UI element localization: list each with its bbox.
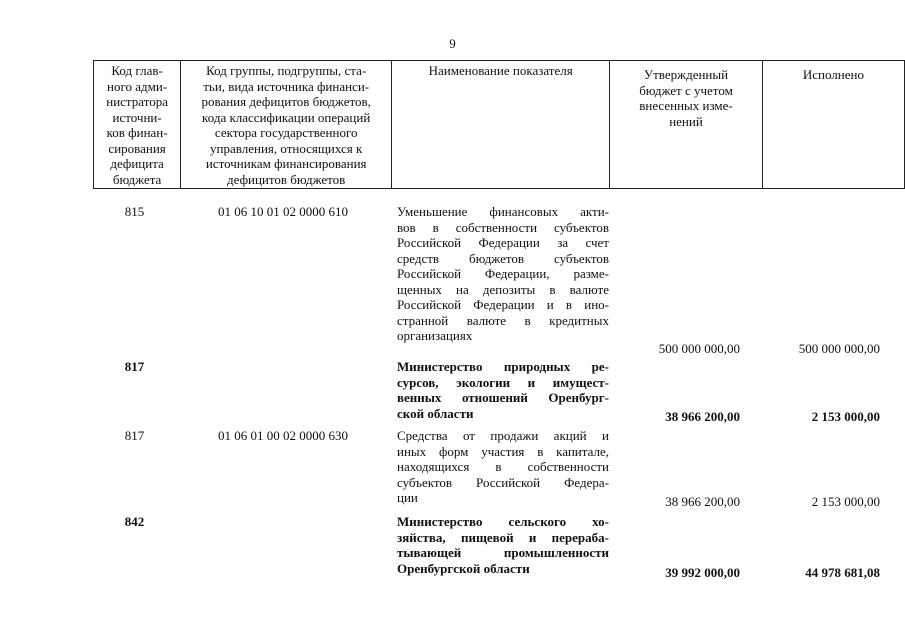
row1-name: Уменьшение финансовых акти- вов в собственности субъектов Российской Федерации за счет средств бюджетов субъектов Российской Федерации, разме- щенных на депозиты в валюте Российской Федерации и в ино- странной валюте в кредитных организациях [397,204,609,343]
row4-approved: 39 992 000,00 [665,565,740,580]
header-admin-code: Код глав- ного адми- нистратора источни- ков финан- сирования дефицита бюджета [94,61,181,189]
header-approved-budget: Утвержденный бюджет с учетом внесенных изме- нений [610,61,763,189]
row4-admin-code: 842 [124,514,145,529]
header-executed: Исполнено [762,61,904,189]
row3-admin-code: 817 [124,428,145,443]
row3-approved: 38 966 200,00 [665,494,740,509]
row3-class-code: 01 06 01 00 02 0000 630 [218,428,348,443]
header-indicator-name: Наименование показателя [392,61,610,189]
row4-executed: 44 978 681,08 [805,565,880,580]
row4-name: Министерство сельского хо- зяйства, пищевой и перераба- тывающей промышленности Оренбургской области [397,514,609,576]
header-classification-code: Код группы, подгруппы, ста- тьи, вида источника финанси- рования дефицитов бюджетов, кода классификации операций сектора государственного управления, относящихся к источникам финансирования дефицитов бюджетов [181,61,392,189]
row1-class-code: 01 06 10 01 02 0000 610 [218,204,348,219]
row3-name: Средства от продажи акций и иных форм участия в капитале, находящихся в собственности субъектов Российской Федера- ции [397,428,609,505]
row2-name: Министерство природных ре- сурсов, экологии и имущест- венных отношений Оренбург- ской области [397,359,609,421]
row1-admin-code: 815 [124,204,145,219]
table-header [93,60,905,189]
row2-approved: 38 966 200,00 [665,409,740,424]
page-number: 9 [449,36,456,51]
row3-executed: 2 153 000,00 [811,494,880,509]
row1-approved: 500 000 000,00 [658,341,740,356]
row1-executed: 500 000 000,00 [798,341,880,356]
row2-admin-code: 817 [124,359,145,374]
row2-executed: 2 153 000,00 [811,409,880,424]
